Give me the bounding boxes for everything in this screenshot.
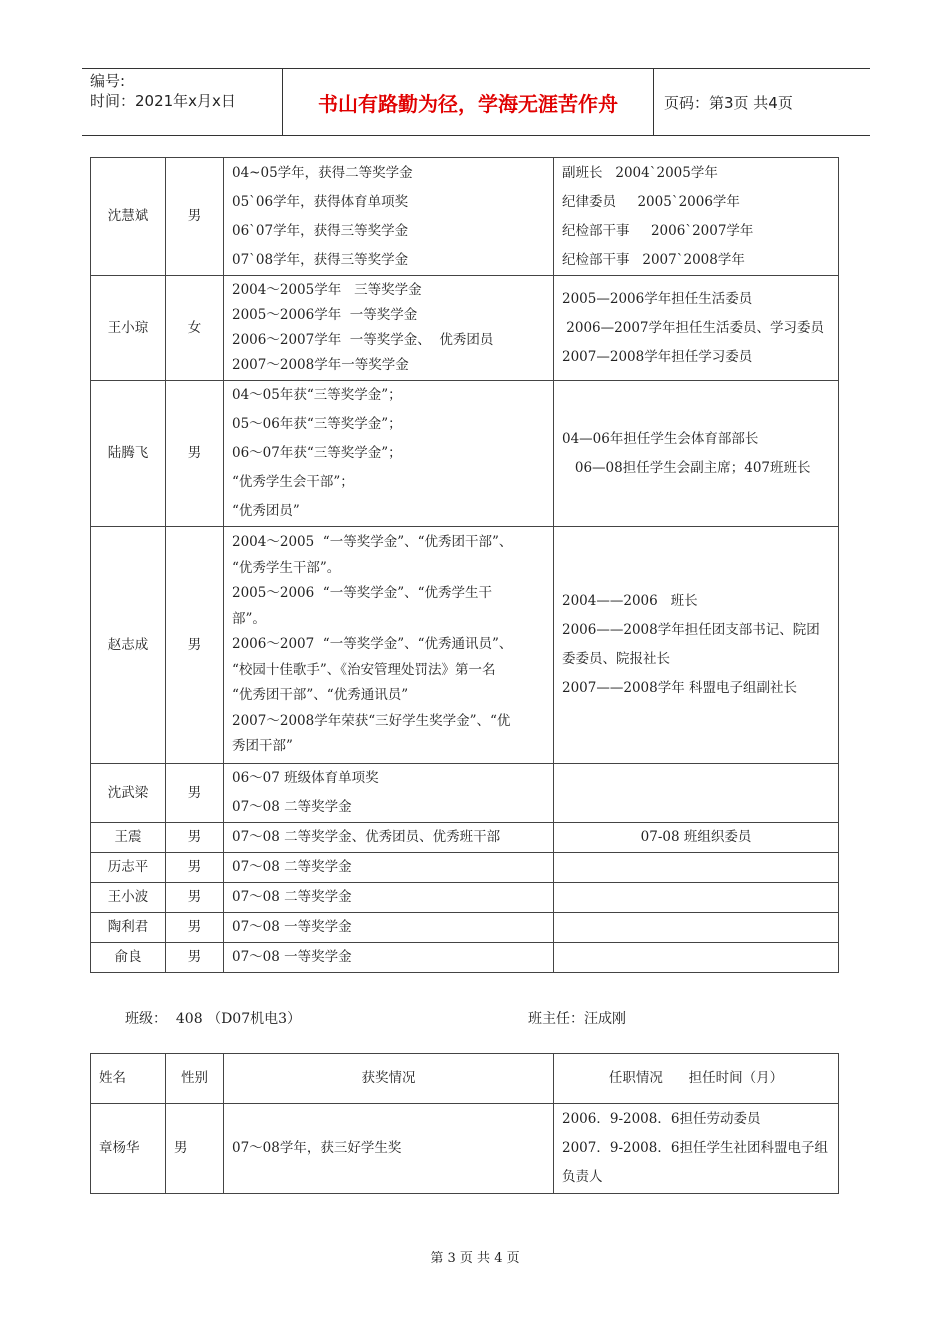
student-name: 陆腾飞	[91, 381, 166, 527]
student-gender: 男	[166, 381, 224, 527]
awards-cell	[224, 527, 554, 764]
award-line: 2005～2006 “一等奖学金”、“优秀学生干	[232, 585, 492, 602]
student-gender: 男	[166, 158, 224, 276]
award-line: 07`08学年，获得三等奖学金	[232, 251, 409, 268]
position-line: 07-08 班组织委员	[640, 829, 752, 845]
table-row	[91, 527, 839, 764]
positions-cell	[554, 883, 839, 913]
student-gender: 女	[166, 276, 224, 381]
table-row	[91, 883, 839, 913]
awards-cell	[224, 276, 554, 381]
awards-table-1	[90, 157, 839, 973]
header-gender: 性别	[166, 1054, 224, 1104]
position-line: 2004——2006 班长	[562, 593, 698, 609]
award-line: 05～06年获“三等奖学金”；	[232, 416, 402, 432]
award-line: 06～07 班级体育单项奖	[232, 770, 379, 786]
positions-cell	[554, 276, 839, 381]
header-motto: 书山有路勤为径，学海无涯苦作舟	[282, 69, 654, 135]
position-line: 纪检部干事 2006`2007学年	[562, 222, 754, 239]
award-line: 秀团干部”	[232, 738, 293, 755]
position-line: 2007——2008学年 科盟电子组副社长	[562, 680, 798, 696]
position-line: 负责人	[562, 1169, 603, 1185]
awards-cell	[224, 158, 554, 276]
table-row	[91, 381, 839, 527]
positions-cell	[554, 158, 839, 276]
table-row	[91, 853, 839, 883]
positions-cell	[554, 823, 839, 853]
position-line: 2005—2006学年担任生活委员	[562, 290, 753, 307]
header-page-label: 页码：第3页 共4页	[664, 93, 793, 112]
table-row	[91, 158, 839, 276]
table-row	[91, 913, 839, 943]
student-gender: 男	[166, 527, 224, 764]
award-line: “优秀团员”	[232, 503, 300, 519]
award-line: 07～08 一等奖学金	[232, 949, 352, 965]
header-name: 姓名	[91, 1054, 166, 1104]
table-row	[91, 943, 839, 973]
position-line: 委委员、院报社长	[562, 651, 670, 667]
student-gender: 男	[166, 1104, 224, 1194]
award-line: 05`06学年，获得体育单项奖	[232, 193, 409, 210]
table-row	[91, 1104, 839, 1194]
number-label: 编号:	[90, 72, 126, 90]
student-name: 历志平	[91, 853, 166, 883]
award-line: 2006～2007 “一等奖学金”、“优秀通讯员”、	[232, 636, 513, 653]
award-line: 07～08 二等奖学金	[232, 799, 352, 815]
awards-cell	[224, 943, 554, 973]
student-name: 王小琼	[91, 276, 166, 381]
class-label: 班级： 408 （D07机电3）	[125, 1011, 302, 1027]
position-line: 纪律委员 2005`2006学年	[562, 193, 740, 210]
student-name: 陶利君	[91, 913, 166, 943]
award-line: 2006～2007学年 一等奖学金、 优秀团员	[232, 332, 494, 348]
awards-cell	[224, 764, 554, 823]
award-line: 07～08 二等奖学金	[232, 859, 352, 875]
award-line: 2004～2005 “一等奖学金”、“优秀团干部”、	[232, 534, 513, 551]
student-gender: 男	[166, 883, 224, 913]
page-footer: 第 3 页 共 4 页	[430, 1251, 520, 1266]
student-name: 章杨华	[91, 1104, 166, 1194]
positions-cell	[554, 381, 839, 527]
award-line: 07～08 一等奖学金	[232, 919, 352, 935]
student-name: 沈武梁	[91, 764, 166, 823]
positions-cell	[554, 1104, 839, 1194]
award-line: “优秀团干部”、“优秀通讯员”	[232, 687, 409, 704]
award-line: 07～08 二等奖学金	[232, 889, 352, 905]
student-gender: 男	[166, 764, 224, 823]
position-line: 2007—2008学年担任学习委员	[562, 348, 753, 365]
head-teacher-label: 班主任：汪成刚	[528, 1011, 626, 1027]
header-positions: 任职情况 担任时间（月）	[554, 1054, 839, 1104]
position-line: 04—06年担任学生会体育部部长	[562, 430, 759, 447]
award-line: 2007～2008学年一等奖学金	[232, 357, 409, 373]
position-line: 2006—2007学年担任生活委员、学习委员	[562, 319, 825, 336]
award-line: 部”。	[232, 610, 266, 627]
student-name: 赵志成	[91, 527, 166, 764]
positions-cell	[554, 943, 839, 973]
awards-cell	[224, 913, 554, 943]
award-line: 06～07年获“三等奖学金”；	[232, 445, 402, 461]
table-row	[91, 764, 839, 823]
award-line: 2004～2005学年 三等奖学金	[232, 282, 422, 298]
position-line: 2007．9-2008．6担任学生社团科盟电子组	[562, 1140, 828, 1156]
student-name: 沈慧斌	[91, 158, 166, 276]
award-line: 2007～2008学年荣获“三好学生奖学金”、“优	[232, 712, 511, 729]
award-line: 04～05年获“三等奖学金”；	[232, 387, 402, 403]
header-awards: 获奖情况	[224, 1054, 554, 1104]
student-name: 王震	[91, 823, 166, 853]
positions-cell	[554, 764, 839, 823]
header-meta	[82, 69, 282, 135]
awards-cell	[224, 381, 554, 527]
position-line: 纪检部干事 2007`2008学年	[562, 251, 745, 268]
award-line: 06`07学年，获得三等奖学金	[232, 222, 409, 239]
page-header	[82, 68, 870, 136]
awards-table-2	[90, 1053, 839, 1194]
position-line: 2006．9-2008．6担任劳动委员	[562, 1111, 761, 1127]
award-line: “优秀学生会干部”；	[232, 474, 354, 490]
table-header-row	[91, 1054, 839, 1104]
student-gender: 男	[166, 823, 224, 853]
award-line: 04~05学年，获得二等奖学金	[232, 164, 413, 181]
award-line: “校园十佳歌手”、《治安管理处罚法》第一名	[232, 661, 496, 678]
award-line: 2005～2006学年 一等奖学金	[232, 307, 418, 323]
awards-cell	[224, 883, 554, 913]
awards-cell	[224, 823, 554, 853]
student-name: 俞良	[91, 943, 166, 973]
award-line: 07～08 二等奖学金、优秀团员、优秀班干部	[232, 829, 501, 845]
position-line: 06—08担任学生会副主席；407班班长	[562, 459, 811, 476]
award-line: “优秀学生干部”。	[232, 559, 341, 576]
table-row	[91, 276, 839, 381]
table-row	[91, 823, 839, 853]
student-gender: 男	[166, 943, 224, 973]
positions-cell	[554, 853, 839, 883]
student-gender: 男	[166, 913, 224, 943]
positions-cell	[554, 527, 839, 764]
positions-cell	[554, 913, 839, 943]
date-label: 时间：2021年x月x日	[90, 92, 236, 110]
student-gender: 男	[166, 853, 224, 883]
position-line: 副班长 2004`2005学年	[562, 164, 718, 181]
awards-cell: 07～08学年，获三好学生奖	[224, 1104, 554, 1194]
position-line: 2006——2008学年担任团支部书记、院团	[562, 622, 820, 638]
awards-cell	[224, 853, 554, 883]
student-name: 王小波	[91, 883, 166, 913]
